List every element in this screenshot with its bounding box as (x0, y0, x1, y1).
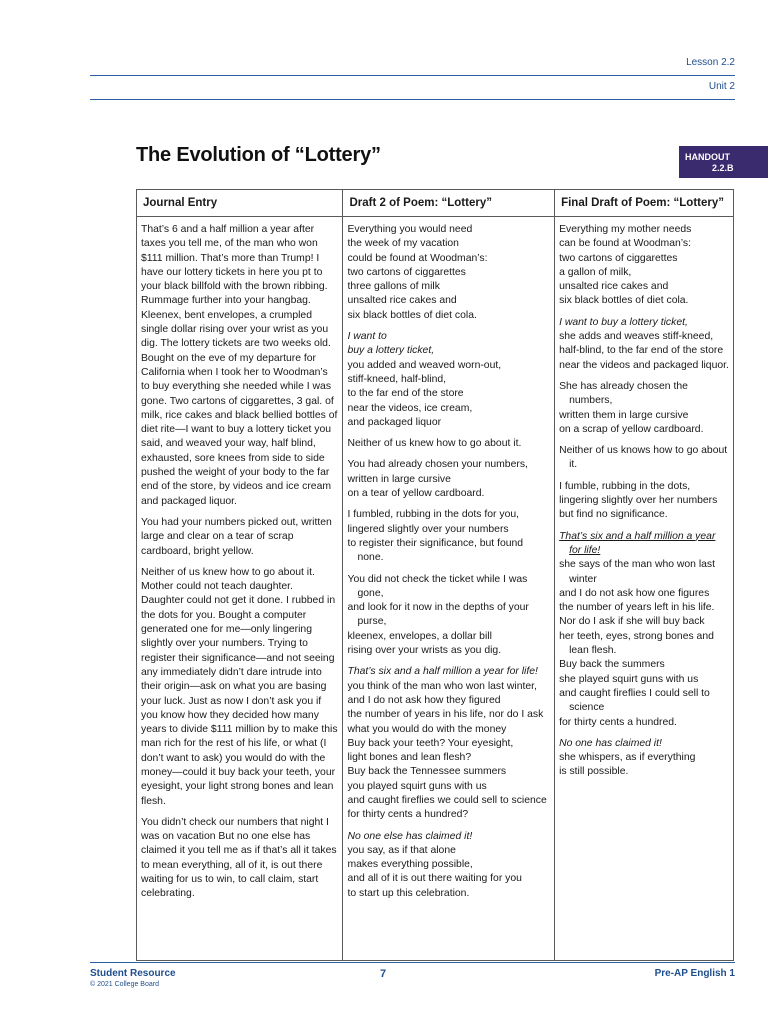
poem-stanza (559, 737, 729, 780)
poem-line: but find no significance. (559, 509, 668, 521)
poem-line: and look for it now in the depths of your purse, (347, 602, 529, 628)
poem-line: Buy back the summers (559, 659, 665, 671)
poem-line: for thirty cents a hundred. (559, 716, 677, 728)
poem-line: Neither of us knew how to go about it. (347, 438, 522, 450)
footer-resource: Student Resource (90, 968, 176, 979)
poem-line: She has already chosen the numbers, (559, 380, 688, 407)
poem-line: That’s six and a half million a year for life! (559, 530, 716, 556)
poem-line: you played squirt guns with us (347, 780, 487, 792)
poem-line: on a tear of yellow cardboard. (347, 488, 485, 500)
poem-stanza (347, 665, 550, 822)
poem-line: rising over your wrists as you dig. (347, 645, 502, 657)
poem-line: she played squirt guns with us (559, 673, 699, 685)
draft-2-cell (343, 217, 555, 961)
poem-line: what you would do with the money (347, 723, 507, 735)
poem-line: for thirty cents a hundred? (347, 809, 469, 821)
poem-line: and all of it is out there waiting for you (347, 873, 522, 885)
journal-paragraph: You had your numbers picked out, written large and clear on a tear of scrap cardboard, bright yellow. (141, 516, 332, 557)
poem-line: and I do not ask how one figures (559, 587, 710, 599)
poem-stanza (559, 223, 729, 309)
handout-badge (679, 146, 768, 178)
poem-line: Neither of us knows how to go about it. (559, 445, 728, 471)
poem-line: six black bottles of diet cola. (559, 295, 689, 307)
poem-line: she says of the man who won last winter (559, 559, 716, 585)
poem-line: I fumble, rubbing in the dots, (559, 480, 691, 492)
poem-line: on a scrap of yellow cardboard. (559, 423, 704, 435)
poem-line: and caught fireflies I could sell to science (559, 687, 710, 714)
poem-line: you think of the man who won last winter, (347, 680, 537, 692)
poem-line: her teeth, eyes, strong bones and lean flesh. (559, 630, 714, 657)
header-journal-entry: Journal Entry (137, 190, 343, 217)
lesson-label: Lesson 2.2 (686, 57, 735, 68)
poem-line: I want to (347, 331, 387, 343)
poem-line: you added and weaved worn-out, (347, 359, 502, 371)
page-number: 7 (380, 968, 387, 980)
poem-line: she whispers, as if everything (559, 752, 696, 764)
poem-line: and packaged liquor (347, 416, 442, 428)
poem-line: the week of my vacation (347, 238, 459, 250)
poem-stanza (347, 458, 550, 501)
poem-line: I fumbled, rubbing in the dots for you, (347, 509, 520, 521)
poem-line: near the videos and packaged liquor. (559, 359, 729, 371)
poem-line: she adds and weaves stiff-kneed, (559, 331, 714, 343)
journal-entry-cell (137, 217, 343, 961)
poem-stanza (559, 480, 729, 523)
poem-line: kleenex, envelopes, a dollar bill (347, 630, 492, 642)
poem-line: stiff-kneed, half-blind, (347, 373, 447, 385)
poem-line: is still possible. (559, 766, 629, 778)
comparison-table (136, 189, 734, 961)
poem-line: buy a lottery ticket, (347, 345, 435, 357)
poem-stanza (559, 444, 729, 473)
handout-label: HANDOUT (685, 152, 730, 162)
poem-stanza (347, 508, 550, 565)
poem-line: written in large cursive (347, 473, 451, 485)
unit-label: Unit 2 (708, 81, 735, 92)
page-title: The Evolution of “Lottery” (136, 144, 381, 166)
poem-line: Nor do I ask if she will buy back (559, 616, 705, 628)
table-row (137, 217, 734, 961)
poem-line: near the videos, ice cream, (347, 402, 473, 414)
poem-line: You did not check the ticket while I was gone, (347, 573, 528, 599)
poem-line: two cartons of ciggarettes (559, 252, 678, 264)
poem-line: makes everything possible, (347, 859, 473, 871)
poem-line: to register their significance, but found none. (347, 537, 524, 564)
poem-line: two cartons of ciggarettes (347, 266, 466, 278)
poem-line: lingering slightly over her numbers (559, 495, 718, 507)
poem-line: written them in large cursive (559, 409, 689, 421)
poem-line: six black bottles of diet cola. (347, 309, 477, 321)
footer-copyright: © 2021 College Board (90, 981, 159, 988)
journal-paragraph: Neither of us knew how to go about it. Mother could not teach daughter. Daughter could not get it done. I rubbed in the dots for you. Bought a computer generated one for me—only lingering slightly over your numbers. Trying to register their significance—and not seeing any immediately didn’t dare intrude into their origin—ask on what you are basing your luck. Just as now I don’t ask you if you know how they decided how many years to divide $111 million by to make this man rich for the rest of his life, or what (I don’t want to ask) you would do with the money—could it buy back your teeth, your eyesight, your light strong bones and lean flesh. (141, 566, 338, 807)
poem-line: can be found at Woodman’s: (559, 238, 691, 250)
poem-line: three gallons of milk (347, 281, 440, 293)
poem-line: No one has claimed it! (559, 737, 662, 749)
poem-line: could be found at Woodman’s: (347, 252, 488, 264)
poem-line: light bones and lean flesh? (347, 752, 472, 764)
poem-line: to start up this celebration. (347, 887, 470, 899)
poem-line: half-blind, to the far end of the store (559, 345, 724, 357)
poem-stanza (559, 380, 729, 437)
poem-stanza (559, 316, 729, 373)
journal-paragraph: That’s 6 and a half million a year after taxes you tell me, of the man who won $111 million. That’s more than Trump! I have our lottery tickets in here you pt to your black billfold with the brown ribbing. Rummage further into your hangbag. Kleenex, bent envelopes, a crumpled single dollar rising over your wrist as you dig. The lottery tickets are two weeks old. Bought on the eve of my departure for California when I took her to Woodman’s to buy everything she needed while I was gone. Two cartons of ciggarettes, 3 gal. of milk, rice cakes and black bellied bottles of diet rite—I want to buy a lottery ticket you said, and weaved your way, half blind, exhausted, sore knees from side to side pushed the weight of your body to the far end of the store, by videos and ice cream and packaged liquor. (141, 224, 338, 507)
journal-paragraph: You didn’t check our numbers that night I was on vacation But no one else has claimed it you tell me as if that’s all it takes to mean everything, all of it, is out there waiting for us to win, to call claim, start celebrating. (141, 816, 337, 900)
poem-line: to the far end of the store (347, 388, 464, 400)
poem-stanza (559, 530, 729, 730)
header-draft-2: Draft 2 of Poem: “Lottery” (343, 190, 555, 217)
handout-number: 2.2.B (712, 163, 734, 173)
header-rule-bottom (90, 99, 735, 100)
poem-line: You had already chosen your numbers, (347, 459, 528, 471)
poem-line: Everything you would need (347, 224, 473, 235)
poem-line: I want to buy a lottery ticket, (559, 316, 688, 328)
poem-line: No one else has claimed it! (347, 830, 473, 842)
final-draft-cell (555, 217, 734, 961)
poem-line: the number of years in his life, nor do I ask (347, 709, 544, 721)
poem-stanza (347, 573, 550, 659)
header-rule-top (90, 75, 735, 76)
poem-stanza (347, 830, 550, 901)
poem-stanza (347, 223, 550, 323)
poem-line: That’s six and a half million a year for life! (347, 666, 538, 678)
poem-line: you say, as if that alone (347, 844, 456, 856)
poem-line: a gallon of milk, (559, 266, 632, 278)
poem-line: and caught fireflies we could sell to science (347, 794, 547, 806)
poem-line: unsalted rice cakes and (559, 281, 669, 293)
table-header-row (137, 190, 734, 217)
poem-line: Everything my mother needs (559, 224, 692, 235)
footer-course: Pre-AP English 1 (654, 968, 735, 979)
poem-line: lingered slightly over your numbers (347, 523, 509, 535)
footer-rule (90, 962, 735, 963)
poem-line: Buy back your teeth? Your eyesight, (347, 737, 514, 749)
poem-line: the number of years left in his life. (559, 602, 715, 614)
poem-line: and I do not ask how they figured (347, 694, 501, 706)
poem-stanza (347, 330, 550, 430)
poem-line: unsalted rice cakes and (347, 295, 457, 307)
poem-stanza (347, 437, 550, 451)
poem-line: Buy back the Tennessee summers (347, 766, 507, 778)
header-final-draft: Final Draft of Poem: “Lottery” (555, 190, 734, 217)
